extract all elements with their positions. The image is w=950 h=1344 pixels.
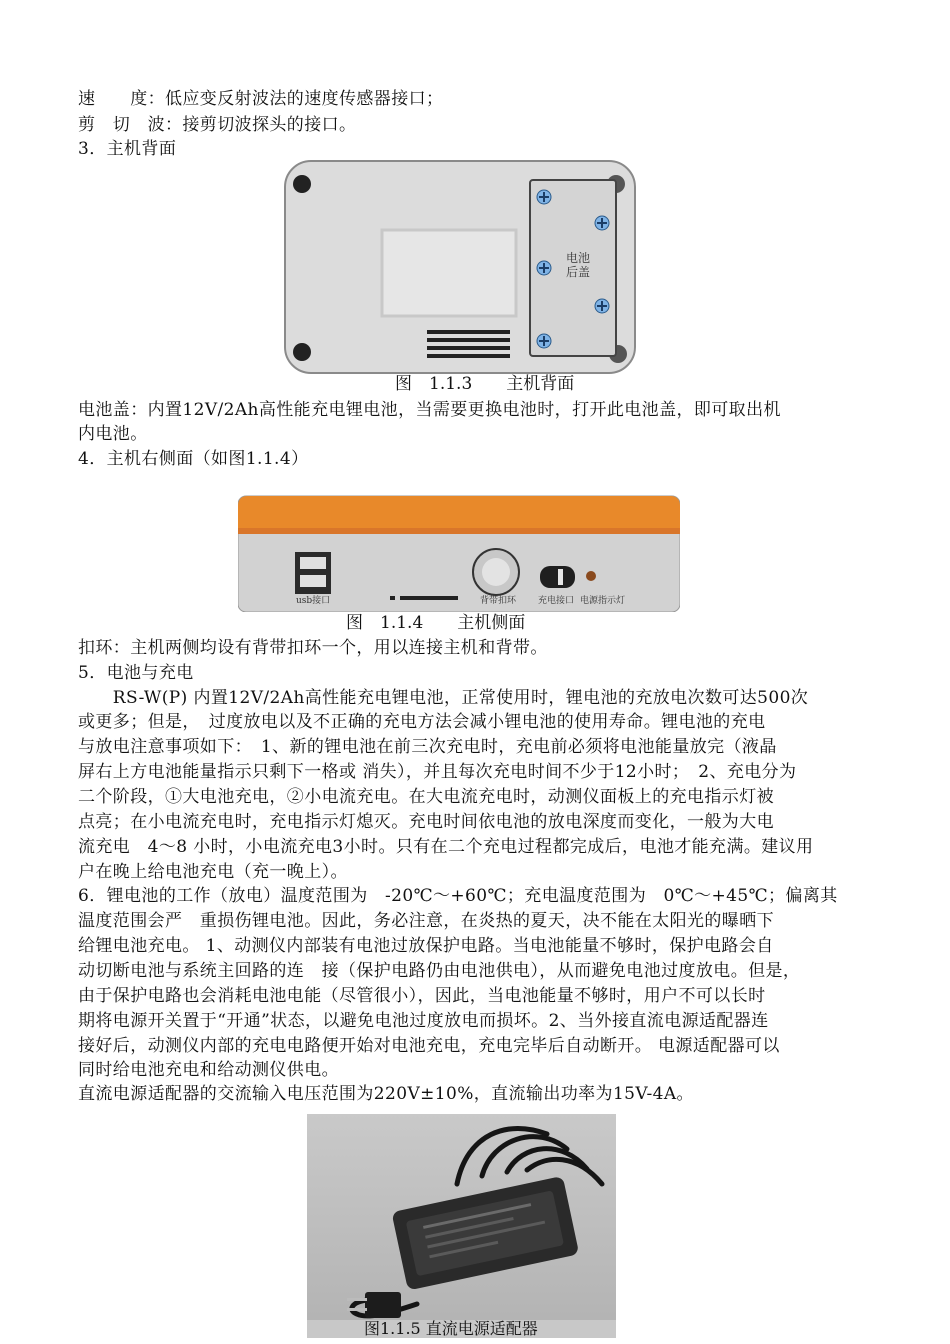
- paragraph-line: 或更多；但是， 过度放电以及不正确的充电方法会减小锂电池的使用寿命。锂电池的充电: [78, 712, 766, 732]
- paragraph-line: 二个阶段，①大电池充电，②小电流充电。在大电流充电时，动测仪面板上的充电指示灯被: [78, 787, 774, 807]
- paragraph-line: RS-W(P) 内置12V/2Ah高性能充电锂电池，正常使用时，锂电池的充放电次数可达500次: [78, 688, 809, 708]
- screw-hole-icon: [293, 343, 311, 361]
- figure-caption: 图 1.1.3 主机背面: [395, 374, 575, 394]
- section-heading: 5．电池与充电: [78, 663, 194, 683]
- indicator-label: 电源指示灯: [580, 596, 626, 606]
- strap-label: 背带扣环: [480, 596, 517, 606]
- side-panel-figure: [238, 494, 680, 612]
- text-line: 扣环：主机两侧均设有背带扣环一个，用以连接主机和背带。: [78, 638, 548, 658]
- paragraph-line: 同时给电池充电和给动测仪供电。: [78, 1060, 339, 1080]
- battery-cover-label: 后盖: [566, 265, 591, 279]
- paragraph-line: 点亮；在小电流充电时，充电指示灯熄灭。充电时间依电池的放电深度而变化，一般为大电: [78, 812, 774, 832]
- paragraph-line: 由于保护电路也会消耗电池电能（尽管很小），因此，当电池能量不够时，用户不可以长时: [78, 986, 766, 1006]
- paragraph-line: 直流电源适配器的交流输入电压范围为220V±10%，直流输出功率为15V-4A。: [78, 1084, 694, 1104]
- text-line: 速 度：低应变反射波法的速度传感器接口；: [78, 89, 444, 109]
- paragraph-line: 期将电源开关置于“开通”状态，以避免电池过度放电而损坏。2、当外接直流电源适配器连: [78, 1011, 769, 1031]
- paragraph-line: 给锂电池充电。 1、动测仪内部装有电池过放保护电路。当电池能量不够时，保护电路会自: [78, 936, 774, 956]
- text-line: 电池盖：内置12V/2Ah高性能充电锂电池，当需要更换电池时，打开此电池盖，即可取出机: [78, 400, 781, 420]
- figure-caption: 图1.1.5 直流电源适配器: [364, 1319, 538, 1338]
- screw-hole-icon: [293, 175, 311, 193]
- adapter-photo: [307, 1114, 616, 1338]
- label-area: [382, 230, 516, 316]
- paragraph-line: 与放电注意事项如下： 1、新的锂电池在前三次充电时，充电前必须将电池能量放完（液晶: [78, 737, 777, 757]
- section-heading: 3．主机背面: [78, 139, 177, 159]
- power-indicator-icon: [586, 571, 596, 581]
- paragraph-line: 接好后，动测仪内部的充电电路便开始对电池充电，充电完毕后自动断开。 电源适配器可以: [78, 1036, 780, 1056]
- paragraph-line: 户在晚上给电池充电（充一晚上）。: [78, 862, 348, 882]
- plug-icon: [365, 1292, 401, 1318]
- battery-cover-label: 电池: [566, 251, 591, 265]
- paragraph-line: 流充电 4～8 小时，小电流充电3小时。只有在二个充电过程都完成后，电池才能充满。建议用: [78, 837, 814, 857]
- charge-port-icon: [540, 566, 575, 588]
- text-line: 剪 切 波：接剪切波探头的接口。: [78, 115, 357, 135]
- charge-port-label: 充电接口: [538, 596, 575, 606]
- text-line: 内电池。: [78, 424, 148, 444]
- figure-caption: 图 1.1.4 主机侧面: [346, 613, 526, 633]
- paragraph-line: 动切断电池与系统主回路的连 接（保护电路仍由电池供电），从而避免电池过度放电。但是，: [78, 961, 801, 981]
- section-heading: 4．主机右侧面（如图1.1.4）: [78, 449, 309, 469]
- card-slot: [400, 596, 458, 600]
- usb-label: usb接口: [296, 596, 331, 606]
- paragraph-line: 6．锂电池的工作（放电）温度范围为 -20℃～+60℃；充电温度范围为 0℃～+45℃；偏离其: [78, 886, 838, 906]
- paragraph-line: 屏右上方电池能量指示只剩下一格或 消失），并且每次充电时间不少于12小时； 2、充电分为: [78, 762, 797, 782]
- paragraph-line: 温度范围会严 重损伤锂电池。因此，务必注意，在炎热的夏天，决不能在太阳光的曝晒下: [78, 911, 774, 931]
